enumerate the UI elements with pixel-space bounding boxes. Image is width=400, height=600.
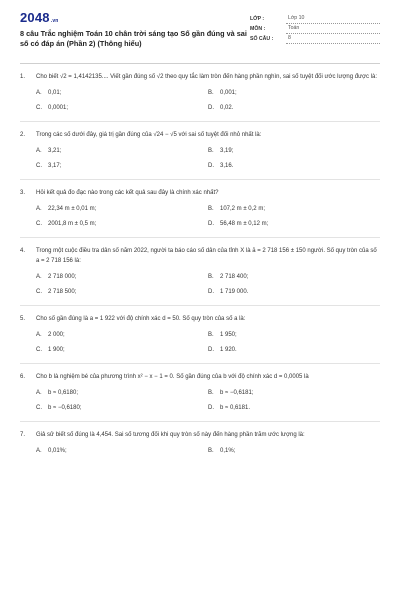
option-letter: D. [208, 105, 214, 111]
option-c[interactable] [36, 404, 208, 412]
option-text: 1 920. [220, 347, 237, 353]
option-letter: D. [208, 289, 214, 295]
question-6 [20, 372, 380, 412]
option-d[interactable] [208, 220, 380, 228]
option-letter: A. [36, 206, 42, 212]
option-letter: B. [208, 206, 214, 212]
option-letter: C. [36, 405, 42, 411]
header-divider [20, 63, 380, 64]
option-letter: B. [208, 390, 214, 396]
option-letter: A. [36, 90, 42, 96]
option-a[interactable] [36, 331, 208, 339]
meta-row-class [250, 14, 380, 24]
option-text: 2 718 400; [220, 274, 249, 280]
option-letter: D. [208, 347, 214, 353]
option-b[interactable] [208, 331, 380, 339]
answer-options [36, 205, 380, 228]
option-text: 0,0001; [48, 105, 69, 111]
option-b[interactable] [208, 273, 380, 281]
question-text: Trong các số dưới đây, giá trị gần đúng của √24 − √5 với sai số tuyệt đối nhỏ nhất là: [36, 132, 262, 138]
question-stem [20, 430, 380, 440]
answer-options [36, 89, 380, 112]
question-text: Cho biết √2 = 1,4142135.... Viết gần đúng số √2 theo quy tắc làm tròn đến hàng phần nghìn, sai số tuyệt đối ước lượng được là: [36, 74, 378, 80]
meta-label: SỐ CÂU : [250, 35, 274, 42]
option-text: b ≈ 0,6181. [220, 405, 250, 411]
meta-value: 8 [286, 34, 380, 44]
option-letter: D. [208, 163, 214, 169]
question-number: 6. [20, 374, 26, 380]
option-text: b ≈ −0,6181; [220, 390, 254, 396]
option-d[interactable] [208, 288, 380, 296]
option-letter: C. [36, 289, 42, 295]
option-letter: B. [208, 148, 214, 154]
option-c[interactable] [36, 288, 208, 296]
option-letter: D. [208, 405, 214, 411]
option-b[interactable] [208, 389, 380, 397]
answer-options [36, 447, 380, 455]
header-left [20, 10, 250, 49]
option-text: 2 000; [48, 332, 65, 338]
option-text: 0,01; [48, 90, 62, 96]
option-d[interactable] [208, 346, 380, 354]
question-5 [20, 314, 380, 354]
meta-row-subject [250, 24, 380, 34]
meta-panel [250, 14, 380, 44]
option-letter: C. [36, 105, 42, 111]
option-text: 0,001; [220, 90, 237, 96]
answer-options [36, 331, 380, 354]
option-a[interactable] [36, 205, 208, 213]
option-letter: C. [36, 347, 42, 353]
question-stem [20, 188, 380, 198]
question-text: Cho b là nghiệm bé của phương trình x² − x − 1 = 0. Số gần đúng của b với độ chính xác d = 0,0005 là [36, 374, 309, 380]
header [20, 10, 380, 49]
option-text: 3,16. [220, 163, 234, 169]
question-divider [20, 421, 380, 422]
question-3 [20, 188, 380, 228]
question-divider [20, 363, 380, 364]
option-text: 1 950; [220, 332, 237, 338]
question-divider [20, 305, 380, 306]
question-divider [20, 237, 380, 238]
option-text: b ≈ 0,6180; [48, 390, 78, 396]
option-letter: D. [208, 221, 214, 227]
option-letter: C. [36, 163, 42, 169]
option-text: 2 718 500; [48, 289, 77, 295]
option-text: 0,1%; [220, 448, 236, 454]
option-letter: B. [208, 448, 214, 454]
option-text: 107,2 m ± 0,2 m; [220, 206, 265, 212]
option-text: 1 719 000. [220, 289, 249, 295]
option-a[interactable] [36, 447, 208, 455]
option-c[interactable] [36, 346, 208, 354]
meta-row-count [250, 34, 380, 44]
option-text: 3,21; [48, 148, 62, 154]
option-text: 3,17; [48, 163, 62, 169]
question-divider [20, 179, 380, 180]
question-stem [20, 246, 380, 266]
question-4 [20, 246, 380, 296]
option-letter: A. [36, 448, 42, 454]
option-letter: A. [36, 332, 42, 338]
answer-options [36, 389, 380, 412]
question-2 [20, 130, 380, 170]
question-stem [20, 314, 380, 324]
option-text: 2 718 000; [48, 274, 77, 280]
option-text: b ≈ −0,6180; [48, 405, 82, 411]
question-number: 7. [20, 432, 26, 438]
option-letter: B. [208, 274, 214, 280]
option-c[interactable] [36, 162, 208, 170]
option-a[interactable] [36, 273, 208, 281]
option-letter: B. [208, 332, 214, 338]
question-stem [20, 130, 380, 140]
option-d[interactable] [208, 404, 380, 412]
answer-options [36, 273, 380, 296]
option-c[interactable] [36, 104, 208, 112]
option-letter: A. [36, 390, 42, 396]
option-text: 0,02. [220, 105, 234, 111]
option-b[interactable] [208, 205, 380, 213]
meta-label: LỚP : [250, 15, 265, 22]
question-7 [20, 430, 380, 455]
page-title: 8 câu Trắc nghiệm Toán 10 chân trời sáng tạo Số gần đúng và sai số có đáp án (Phần 2) (Thông hiểu) [20, 29, 247, 48]
option-letter: A. [36, 274, 42, 280]
question-number: 5. [20, 316, 26, 322]
option-letter: C. [36, 221, 42, 227]
logo-tld: .vn [50, 18, 59, 24]
question-text: Cho số gần đúng là a = 1 922 với độ chính xác d = 50. Số quy tròn của số a là: [36, 316, 246, 322]
meta-label: MÔN : [250, 25, 266, 32]
option-text: 56,48 m ± 0,12 m; [220, 221, 269, 227]
option-b[interactable] [208, 147, 380, 155]
question-stem [20, 72, 380, 82]
question-number: 3. [20, 190, 26, 196]
question-text: Trong một cuộc điều tra dân số năm 2022, người ta báo cáo số dân của tỉnh X là ā = 2 718 156 ± 150 người. Số quy tròn của số a = 2 718 156 là: [36, 248, 377, 264]
site-logo[interactable] [20, 10, 250, 25]
option-text: 22,34 m ± 0,01 m; [48, 206, 97, 212]
option-text: 0,01%; [48, 448, 67, 454]
question-number: 4. [20, 248, 26, 254]
option-a[interactable] [36, 147, 208, 155]
option-letter: A. [36, 148, 42, 154]
option-d[interactable] [208, 162, 380, 170]
option-text: 3,19; [220, 148, 234, 154]
question-1 [20, 72, 380, 112]
option-letter: B. [208, 90, 214, 96]
answer-options [36, 147, 380, 170]
option-text: 2001,8 m ± 0,5 m; [48, 221, 97, 227]
option-a[interactable] [36, 89, 208, 97]
option-d[interactable] [208, 104, 380, 112]
question-divider [20, 121, 380, 122]
option-b[interactable] [208, 89, 380, 97]
question-text: Giả sử biết số đúng là 4,454. Sai số tương đối khi quy tròn số này đến hàng phần trăm ước lượng là: [36, 432, 305, 438]
option-text: 1 900; [48, 347, 65, 353]
question-text: Hỏi kết quả đo đạc nào trong các kết quả sau đây là chính xác nhất? [36, 190, 219, 196]
question-stem [20, 372, 380, 382]
option-c[interactable] [36, 220, 208, 228]
meta-value: Lớp 10 [286, 14, 380, 24]
logo-text: 2048 [20, 10, 50, 25]
question-number: 1. [20, 74, 26, 80]
option-b[interactable] [208, 447, 380, 455]
question-number: 2. [20, 132, 26, 138]
meta-value: Toán [286, 24, 380, 34]
option-a[interactable] [36, 389, 208, 397]
